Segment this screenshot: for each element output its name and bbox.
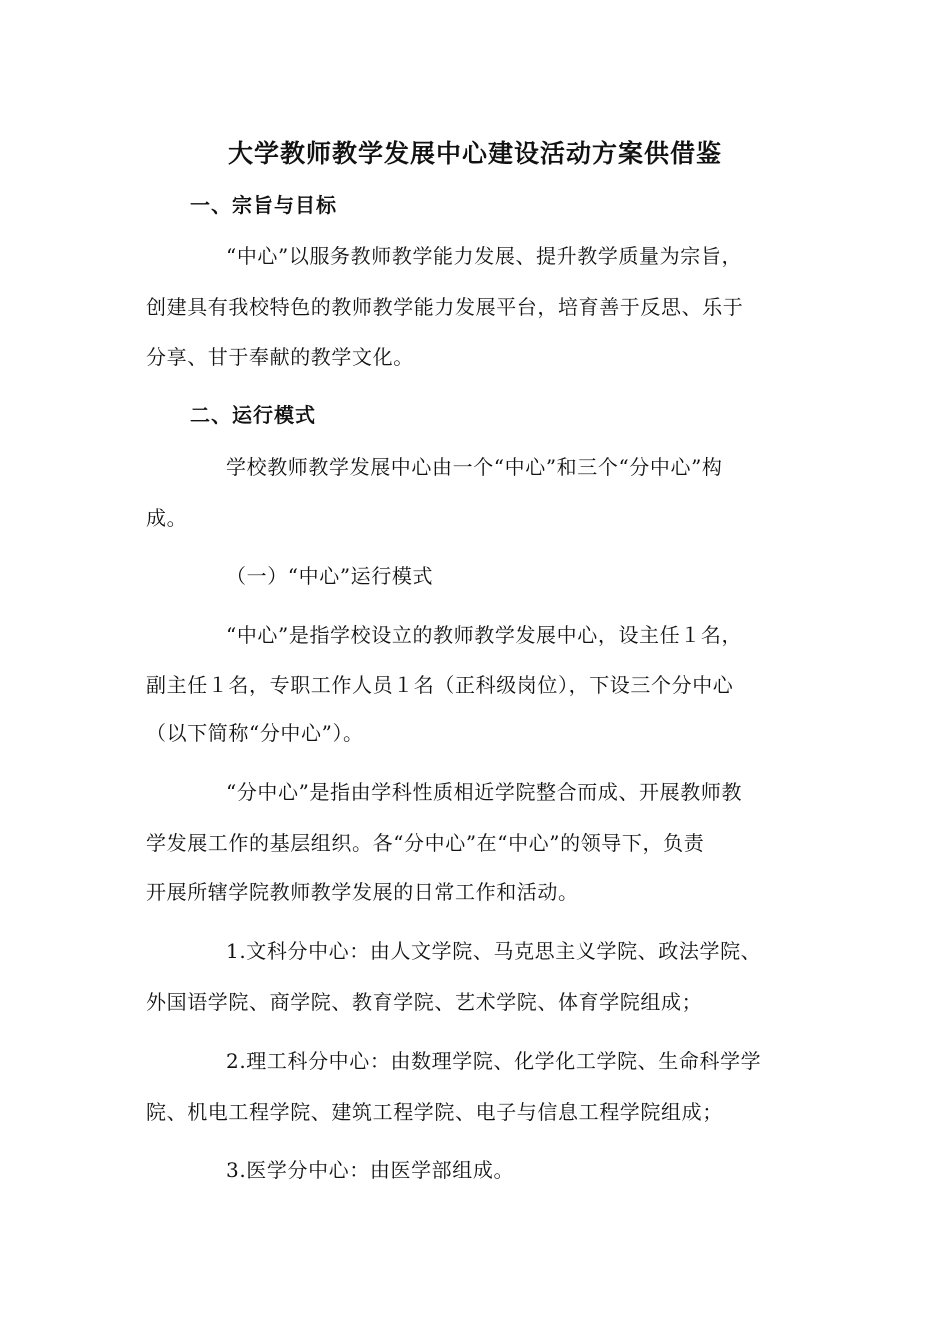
paragraph-line: 学校教师教学发展中心由一个“中心”和三个“分中心”构 xyxy=(226,455,723,479)
paragraph-line: 创建具有我校特色的教师教学能力发展平台，培育善于反思、乐于 xyxy=(146,295,744,319)
list-item-line: 3.医学分中心：由医学部组成。 xyxy=(226,1158,515,1182)
document-title: 大学教师教学发展中心建设活动方案供借鉴 xyxy=(227,139,722,168)
paragraph-line: 分享、甘于奉献的教学文化。 xyxy=(146,345,414,369)
list-item-line: 院、机电工程学院、建筑工程学院、电子与信息工程学院组成； xyxy=(146,1100,723,1124)
list-item-line: 外国语学院、商学院、教育学院、艺术学院、体育学院组成； xyxy=(146,990,703,1014)
section-heading-operation: 二、运行模式 xyxy=(190,403,316,427)
paragraph-line: 学发展工作的基层组织。各“分中心”在“中心”的领导下，负责 xyxy=(146,831,705,855)
subsection-heading: （一）“中心”运行模式 xyxy=(226,564,434,588)
list-item-line: 1.文科分中心：由人文学院、马克思主义学院、政法学院、 xyxy=(226,939,762,963)
paragraph-line: “中心”以服务教师教学能力发展、提升教学质量为宗旨， xyxy=(226,244,743,268)
paragraph-line: 成。 xyxy=(146,506,188,530)
section-heading-purpose: 一、宗旨与目标 xyxy=(190,193,337,217)
list-item-line: 2.理工科分中心：由数理学院、化学化工学院、生命科学学 xyxy=(226,1049,762,1073)
paragraph-line: 副主任１名，专职工作人员１名（正科级岗位），下设三个分中心 xyxy=(146,673,734,697)
paragraph-line: “分中心”是指由学科性质相近学院整合而成、开展教师教 xyxy=(226,780,743,804)
paragraph-line: “中心”是指学校设立的教师教学发展中心，设主任１名， xyxy=(226,623,743,647)
paragraph-line: （以下简称“分中心”）。 xyxy=(146,721,364,745)
paragraph-line: 开展所辖学院教师教学发展的日常工作和活动。 xyxy=(146,880,579,904)
